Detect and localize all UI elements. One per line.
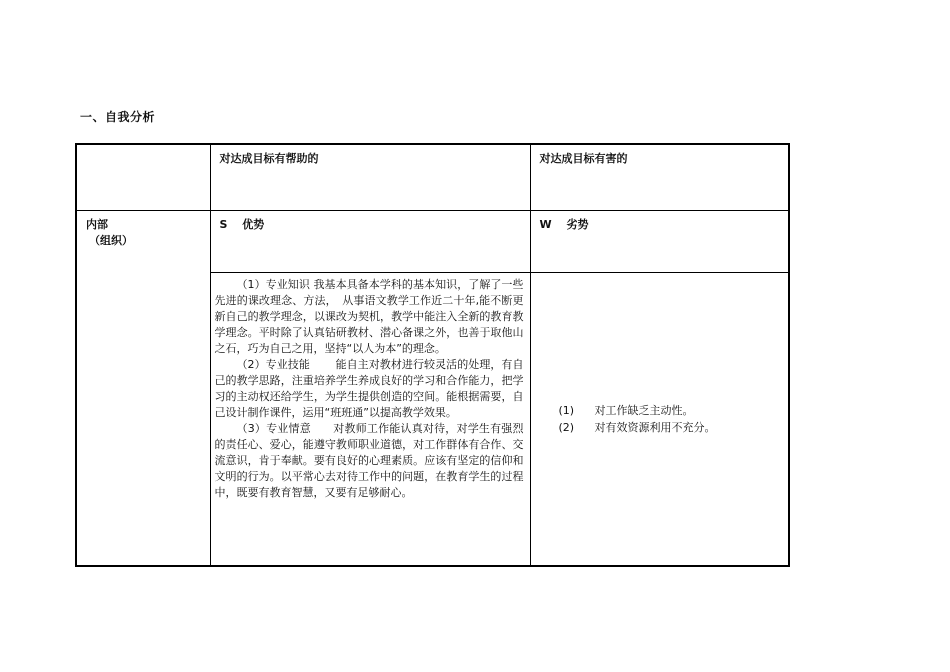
strength-item: （1）专业知识 我基本具备本学科的基本知识，了解了一些先进的课改理念、方法， 从事语文教学工作近二十年,能不断更新自己的教学理念，以课改为契机，教学中能注入全新的教育教学理念。平时除了认真钻研教材、潜心备课之外，也善于取他山之石，巧为自己之用，坚持“以人为本”的理念。 xyxy=(214,278,524,355)
weakness-title: W 劣势 xyxy=(530,211,789,273)
strength-item: （3）专业情意 对教师工作能认真对待，对学生有强烈的责任心、爱心，能遵守教师职业道德，对工作群体有合作、交流意识，肯于奉献。要有良好的心理素质。应该有坚定的信仰和文明的行为。以平常心去对待工作中的问题，在教育学生的过程中，既要有教育智慧，又要有足够耐心。 xyxy=(214,422,524,499)
header-empty-cell xyxy=(76,144,210,211)
weakness-number: (1) xyxy=(558,404,575,417)
header-helpful: 对达成目标有帮助的 xyxy=(210,144,530,211)
internal-title-row xyxy=(76,211,789,273)
strengths-content xyxy=(210,273,530,567)
weakness-number: (2) xyxy=(558,421,575,434)
row-label-internal xyxy=(76,211,210,567)
strength-item: （2）专业技能 能自主对教材进行较灵活的处理，有自己的教学思路，注重培养学生养成良好的学习和合作能力，把学习的主动权还给学生，为学生提供创造的空间。能根据需要，自己设计制作课件，运用“班班通”以提高教学效果。 xyxy=(214,358,524,419)
row-label-main: 内部 xyxy=(86,218,108,231)
section-heading: 一、自我分析 xyxy=(80,110,156,124)
weakness-item xyxy=(559,402,789,419)
weakness-item xyxy=(559,419,789,436)
weakness-text: 对工作缺乏主动性。 xyxy=(594,404,694,417)
weaknesses-content xyxy=(530,273,789,567)
table-header-row xyxy=(76,144,789,211)
weakness-text: 对有效资源利用不充分。 xyxy=(594,421,716,434)
swot-table xyxy=(75,143,790,567)
header-harmful: 对达成目标有害的 xyxy=(530,144,789,211)
row-label-sub: （组织） xyxy=(89,234,133,247)
strength-title: S 优势 xyxy=(210,211,530,273)
